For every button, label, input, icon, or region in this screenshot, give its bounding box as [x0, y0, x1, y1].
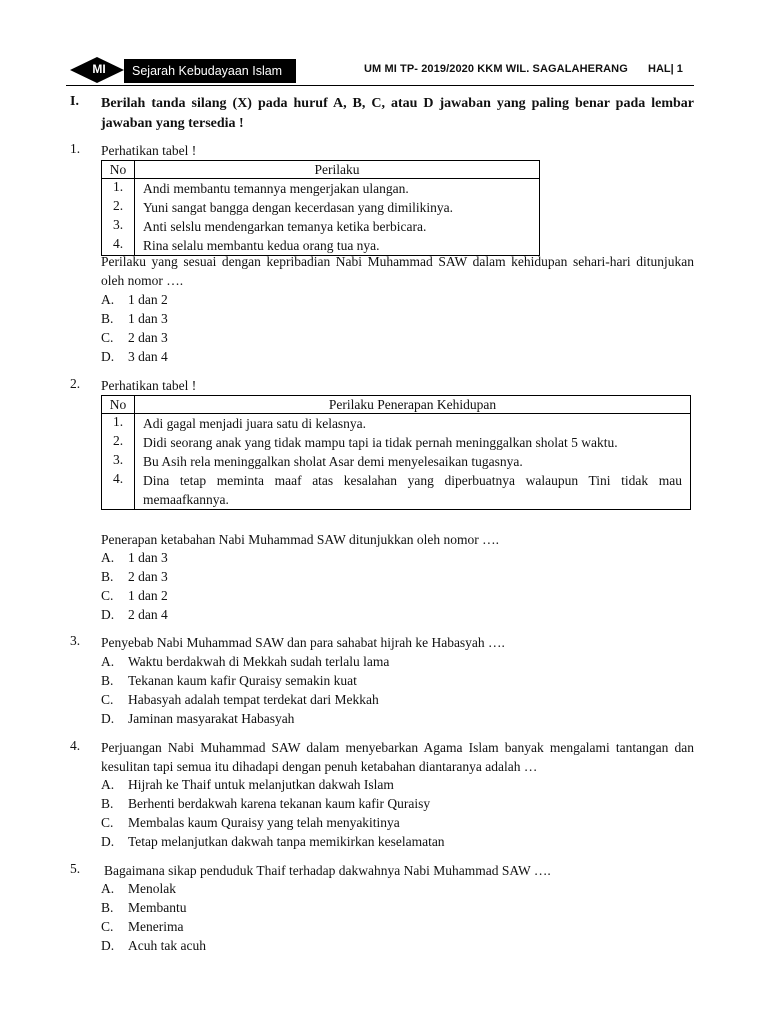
option-c[interactable]: C. Habasyah adalah tempat terdekat dari Mekkah — [101, 692, 379, 707]
option-a[interactable]: A. Hijrah ke Thaif untuk melanjutkan dakwah Islam — [101, 777, 394, 792]
question-text: Bagaimana sikap penduduk Thaif terhadap dakwahnya Nabi Muhammad SAW …. — [104, 863, 551, 878]
question-number: 2. — [70, 376, 81, 391]
table-row — [102, 217, 540, 236]
exam-info: UM MI TP- 2019/2020 KKM WIL. SAGALAHERANG — [364, 63, 628, 75]
mi-badge — [66, 56, 132, 84]
question-intro: Perhatikan tabel ! — [101, 143, 197, 158]
option-c[interactable]: C. 1 dan 2 — [101, 588, 168, 603]
option-d[interactable]: D. Jaminan masyarakat Habasyah — [101, 711, 295, 726]
row-no: 4. — [102, 471, 135, 510]
option-b[interactable]: B. Tekanan kaum kafir Quraisy semakin kuat — [101, 673, 357, 688]
question-number: 1. — [70, 141, 81, 156]
option-a[interactable]: A. Waktu berdakwah di Mekkah sudah terlalu lama — [101, 654, 390, 669]
subject-title: Sejarah Kebudayaan Islam — [124, 59, 296, 83]
header-rule — [66, 85, 694, 86]
row-text: Anti selslu mendengarkan temanya ketika berbicara. — [135, 217, 540, 236]
option-b[interactable]: B. 2 dan 3 — [101, 569, 168, 584]
page-number: HAL| 1 — [648, 63, 683, 75]
page-header — [66, 56, 694, 86]
table-row — [102, 179, 540, 199]
option-c[interactable]: C. Menerima — [101, 919, 184, 934]
behavior-table — [101, 160, 540, 256]
question-text: Penyebab Nabi Muhammad SAW dan para sahabat hijrah ke Habasyah …. — [101, 635, 505, 650]
row-text: Dina tetap meminta maaf atas kesalahan yang diperbuatnya walaupun Tini tidak mau memaafkannya. — [135, 471, 691, 510]
option-a[interactable]: A. Menolak — [101, 881, 176, 896]
question-intro: Perhatikan tabel ! — [101, 378, 197, 393]
row-no: 4. — [102, 236, 135, 256]
question-text: Penerapan ketabahan Nabi Muhammad SAW ditunjukkan oleh nomor …. — [101, 532, 499, 547]
table-header-no: No — [102, 396, 135, 414]
option-a[interactable]: A. 1 dan 3 — [101, 550, 168, 565]
table-header-no: No — [102, 161, 135, 179]
application-table — [101, 395, 691, 510]
option-d[interactable]: D. 2 dan 4 — [101, 607, 168, 622]
question-number: 3. — [70, 633, 81, 648]
section-instruction: Berilah tanda silang (X) pada huruf A, B, C, atau D jawaban yang paling benar pada lembar jawaban yang tersedia ! — [101, 96, 694, 131]
question-number: 5. — [70, 861, 81, 876]
question-number: 4. — [70, 738, 81, 753]
row-text: Adi gagal menjadi juara satu di kelasnya. — [135, 414, 691, 434]
question-text: Perjuangan Nabi Muhammad SAW dalam menyebarkan Agama Islam banyak mengalami tantangan dan kesulitan tapi semua itu dihadapi dengan penuh ketabahan diantaranya adalah … — [101, 740, 694, 774]
table-row — [102, 471, 691, 510]
option-d[interactable]: D. Tetap melanjutkan dakwah tanpa memikirkan keselamatan — [101, 834, 445, 849]
option-c[interactable]: C. Membalas kaum Quraisy yang telah menyakitinya — [101, 815, 400, 830]
row-text: Didi seorang anak yang tidak mampu tapi ia tidak pernah meninggalkan sholat 5 waktu. — [135, 433, 691, 452]
row-no: 2. — [102, 198, 135, 217]
table-row — [102, 198, 540, 217]
row-text: Yuni sangat bangga dengan kecerdasan yang dimilikinya. — [135, 198, 540, 217]
option-d[interactable]: D. 3 dan 4 — [101, 349, 168, 364]
table-row — [102, 452, 691, 471]
row-no: 2. — [102, 433, 135, 452]
table-row — [102, 414, 691, 434]
row-no: 1. — [102, 179, 135, 199]
option-b[interactable]: B. Berhenti berdakwah karena tekanan kaum kafir Quraisy — [101, 796, 431, 811]
row-text: Andi membantu temannya mengerjakan ulangan. — [135, 179, 540, 199]
row-no: 1. — [102, 414, 135, 434]
row-text: Bu Asih rela meninggalkan sholat Asar demi menyelesaikan tugasnya. — [135, 452, 691, 471]
row-no: 3. — [102, 217, 135, 236]
option-a[interactable]: A. 1 dan 2 — [101, 292, 168, 307]
option-b[interactable]: B. Membantu — [101, 900, 187, 915]
option-b[interactable]: B. 1 dan 3 — [101, 311, 168, 326]
option-c[interactable]: C. 2 dan 3 — [101, 330, 168, 345]
table-row — [102, 433, 691, 452]
row-text: Rina selalu membantu kedua orang tua nya. — [135, 236, 540, 256]
section-number: I. — [70, 94, 79, 109]
question-text: Perilaku yang sesuai dengan kepribadian Nabi Muhammad SAW dalam kehidupan sehari-hari ditunjukan oleh nomor …. — [101, 254, 694, 288]
row-no: 3. — [102, 452, 135, 471]
mi-badge-label: MI — [92, 62, 106, 76]
table-header-behavior: Perilaku — [135, 161, 540, 179]
table-header-behavior: Perilaku Penerapan Kehidupan — [135, 396, 691, 414]
option-d[interactable]: D. Acuh tak acuh — [101, 938, 206, 953]
